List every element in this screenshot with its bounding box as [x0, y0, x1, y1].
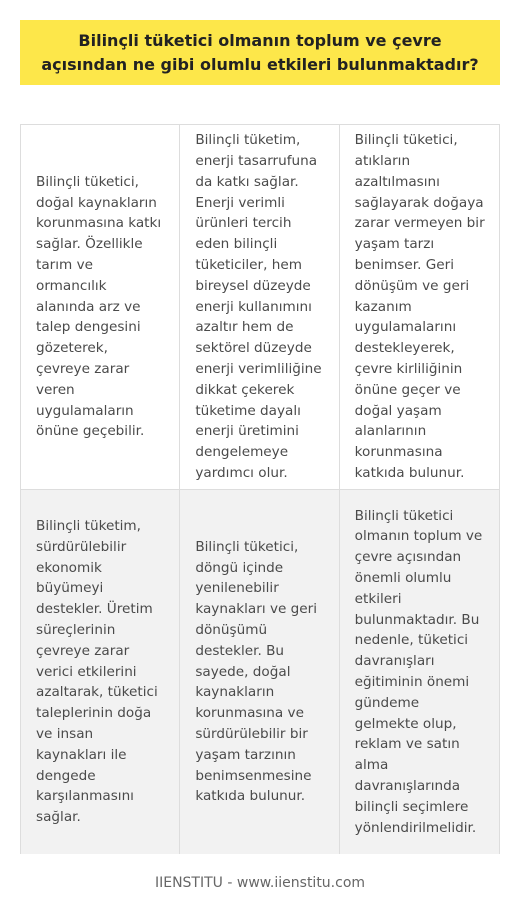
page-title: Bilinçli tüketici olmanın toplum ve çevre açısından ne gibi olumlu etkileri bulunmaktadır?	[41, 30, 479, 74]
cell-text: Bilinçli tüketici, atıkların azaltılmasını sağlayarak doğaya zarar vermeyen bir yaşam tarzı benimser. Geri dönüşüm ve geri kazanım uygulamalarını destekleyerek, çevre kirliliğinin önüne geçer ve doğal yaşam alanlarının korunmasına katkıda bulunur.	[354, 132, 485, 481]
cell-text: Bilinçli tüketici, döngü içinde yenilenebilir kaynakları ve geri dönüşümü destekler. Bu sayede, doğal kaynakların korunmasına ve sürdürülebilir bir yaşam tarzının benimsenmesine katkıda bulunur.	[195, 538, 318, 805]
grid-cell	[180, 125, 339, 490]
grid-cell	[340, 125, 499, 490]
grid-cell	[180, 490, 339, 854]
cell-text: Bilinçli tüketici olmanın toplum ve çevre açısından önemli olumlu etkileri bulunmaktadır. Bu nedenle, tüketici davranışları eğitiminin önemi gündeme gelmekte olup, reklam ve satın alma davranışlarında bilinçli seçimlere yönlendirilmelidir.	[354, 507, 483, 836]
footer-credit: IIENSTITU - www.iienstitu.com	[154, 875, 366, 891]
title-banner	[20, 20, 500, 85]
info-grid	[20, 124, 500, 854]
cell-text: Bilinçli tüketim, enerji tasarrufuna da katkı sağlar. Enerji verimli ürünleri tercih eden bilinçli tüketiciler, hem bireysel düzeyde enerji kullanımını azaltır hem de sektörel düzeyde enerji verimliliğine dikkat çekerek tüketime dayalı enerji üretimini dengelemeye yardımcı olur.	[195, 132, 322, 481]
cell-text: Bilinçli tüketim, sürdürülebilir ekonomik büyümeyi destekler. Üretim süreçlerinin çevreye zarar verici etkilerini azaltarak, tüketici taleplerinin doğa ve insan kaynakları ile dengede karşılanmasını sağlar.	[36, 518, 158, 826]
grid-cell	[340, 490, 499, 854]
cell-text: Bilinçli tüketici, doğal kaynakların korunmasına katkı sağlar. Özellikle tarım ve ormancılık alanında arz ve talep dengesini gözeterek, çevreye zarar veren uygulamaların önüne geçebilir.	[36, 173, 162, 440]
grid-cell	[21, 125, 180, 490]
grid-cell	[21, 490, 180, 854]
